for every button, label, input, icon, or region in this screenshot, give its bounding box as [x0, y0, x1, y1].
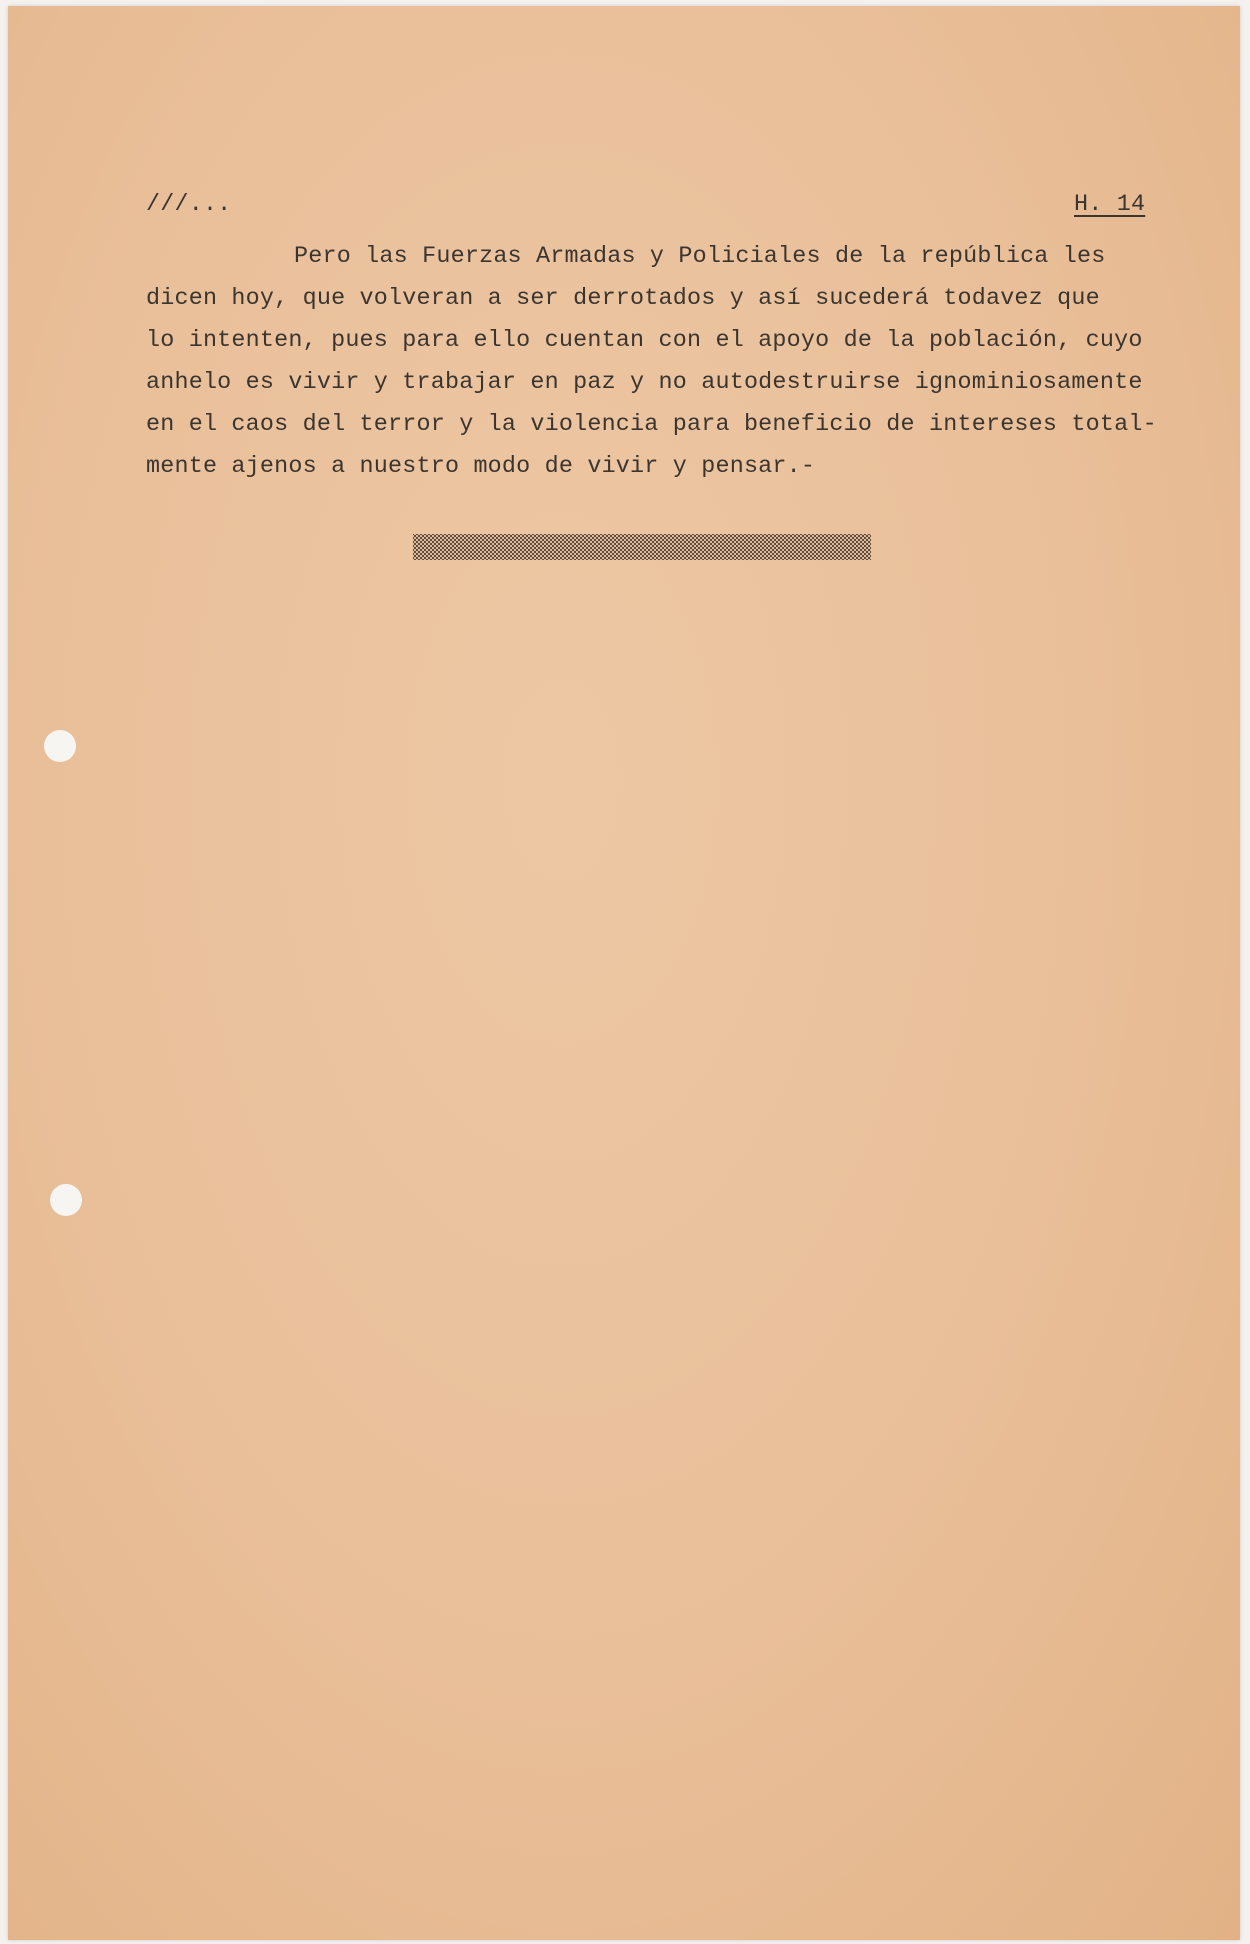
text-line: mente ajenos a nuestro modo de vivir y pensar.- — [146, 454, 816, 480]
continuation-mark: ///... — [146, 192, 232, 218]
text-line: lo intenten, pues para ello cuentan con el apoyo de la población, cuyo — [146, 328, 1143, 354]
page-number: H. 14 — [1074, 192, 1146, 218]
punch-hole-top — [44, 730, 76, 762]
end-of-text-rule — [413, 534, 871, 560]
punch-hole-bottom — [50, 1184, 82, 1216]
text-line: anhelo es vivir y trabajar en paz y no autodestruirse ignominiosamente — [146, 370, 1143, 396]
body-paragraph — [146, 236, 1206, 488]
text-line: dicen hoy, que volveran a ser derrotados y así sucederá todavez que — [146, 286, 1100, 312]
text-line: en el caos del terror y la violencia para beneficio de intereses total- — [146, 412, 1157, 438]
document-page — [8, 6, 1240, 1940]
text-line: Pero las Fuerzas Armadas y Policiales de la república les — [294, 244, 1106, 270]
